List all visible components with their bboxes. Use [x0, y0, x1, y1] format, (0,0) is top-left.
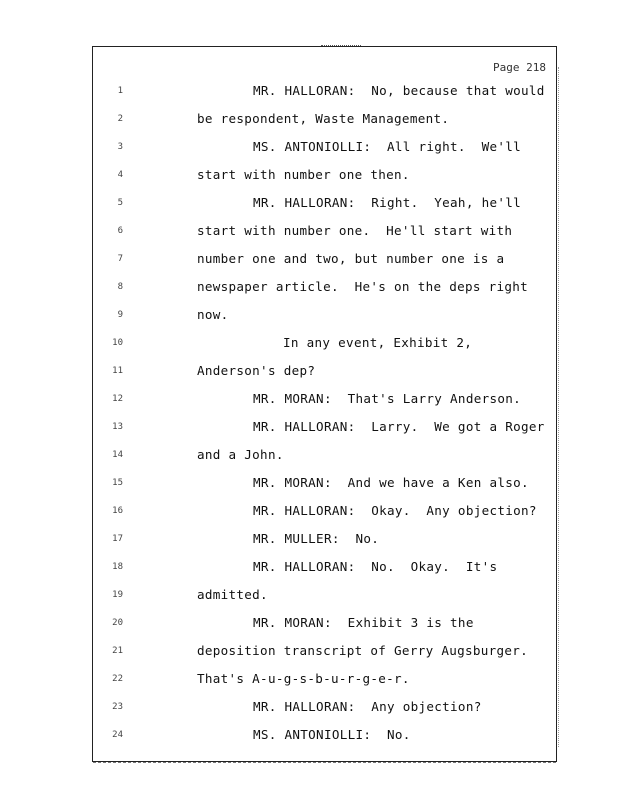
- transcript-line: [93, 727, 556, 747]
- line-text: newspaper article. He's on the deps right: [197, 279, 529, 294]
- transcript-line: [93, 111, 556, 131]
- line-number: 8: [117, 282, 123, 292]
- line-text: deposition transcript of Gerry Augsburger.: [197, 643, 529, 658]
- line-text: start with number one then.: [197, 167, 410, 182]
- line-number: 7: [117, 254, 123, 264]
- line-number: 16: [112, 506, 123, 516]
- line-number: 13: [112, 422, 123, 432]
- line-text: MS. ANTONIOLLI: No.: [253, 727, 411, 742]
- line-text: be respondent, Waste Management.: [197, 111, 450, 126]
- transcript-line: [93, 419, 556, 439]
- transcript-line: [93, 195, 556, 215]
- line-number: 6: [117, 226, 123, 236]
- line-text: now.: [197, 307, 229, 322]
- line-number: 1: [117, 86, 123, 96]
- line-number: 12: [112, 394, 123, 404]
- line-text: start with number one. He'll start with: [197, 223, 513, 238]
- line-number: 21: [112, 646, 123, 656]
- transcript-line: [93, 223, 556, 243]
- line-number: 20: [112, 618, 123, 628]
- line-number: 23: [112, 702, 123, 712]
- line-text: MR. MORAN: Exhibit 3 is the: [253, 615, 474, 630]
- line-text: MS. ANTONIOLLI: All right. We'll: [253, 139, 521, 154]
- line-text: MR. HALLORAN: Okay. Any objection?: [253, 503, 537, 518]
- line-number: 10: [112, 338, 123, 348]
- transcript-line: [93, 167, 556, 187]
- transcript-page: [92, 46, 557, 762]
- line-text: Anderson's dep?: [197, 363, 316, 378]
- transcript-line: [93, 447, 556, 467]
- line-text: MR. HALLORAN: No. Okay. It's: [253, 559, 498, 574]
- line-number: 3: [117, 142, 123, 152]
- transcript-line: [93, 363, 556, 383]
- line-text: MR. HALLORAN: Right. Yeah, he'll: [253, 195, 521, 210]
- line-number: 5: [117, 198, 123, 208]
- line-text: That's A-u-g-s-b-u-r-g-e-r.: [197, 671, 410, 686]
- transcript-line: [93, 531, 556, 551]
- line-number: 9: [117, 310, 123, 320]
- line-text: MR. MORAN: And we have a Ken also.: [253, 475, 529, 490]
- line-number: 24: [112, 730, 123, 740]
- transcript-line: [93, 671, 556, 691]
- transcript-line: [93, 83, 556, 103]
- scan-edge-right: [556, 67, 559, 747]
- line-text: number one and two, but number one is a: [197, 251, 505, 266]
- line-number: 19: [112, 590, 123, 600]
- transcript-line: [93, 391, 556, 411]
- line-text: MR. HALLORAN: Any objection?: [253, 699, 482, 714]
- line-number: 14: [112, 450, 123, 460]
- transcript-line: [93, 335, 556, 355]
- line-text: MR. HALLORAN: Larry. We got a Roger: [253, 419, 545, 434]
- line-text: MR. HALLORAN: No, because that would: [253, 83, 545, 98]
- line-text: MR. MORAN: That's Larry Anderson.: [253, 391, 521, 406]
- scan-mark-top: [321, 45, 361, 49]
- line-text: MR. MULLER: No.: [253, 531, 380, 546]
- transcript-line: [93, 587, 556, 607]
- transcript-line: [93, 251, 556, 271]
- line-number: 22: [112, 674, 123, 684]
- transcript-line: [93, 699, 556, 719]
- transcript-line: [93, 139, 556, 159]
- line-number: 17: [112, 534, 123, 544]
- transcript-line: [93, 559, 556, 579]
- line-text: admitted.: [197, 587, 268, 602]
- line-number: 2: [117, 114, 123, 124]
- scan-mark-bottom: [93, 762, 556, 767]
- transcript-line: [93, 475, 556, 495]
- line-number: 18: [112, 562, 123, 572]
- transcript-line: [93, 615, 556, 635]
- transcript-line: [93, 279, 556, 299]
- line-number: 11: [112, 366, 123, 376]
- transcript-line: [93, 503, 556, 523]
- transcript-line: [93, 307, 556, 327]
- line-text: In any event, Exhibit 2,: [283, 335, 473, 350]
- page-number: Page 218: [493, 61, 546, 74]
- line-number: 4: [117, 170, 123, 180]
- line-number: 15: [112, 478, 123, 488]
- transcript-line: [93, 643, 556, 663]
- line-text: and a John.: [197, 447, 284, 462]
